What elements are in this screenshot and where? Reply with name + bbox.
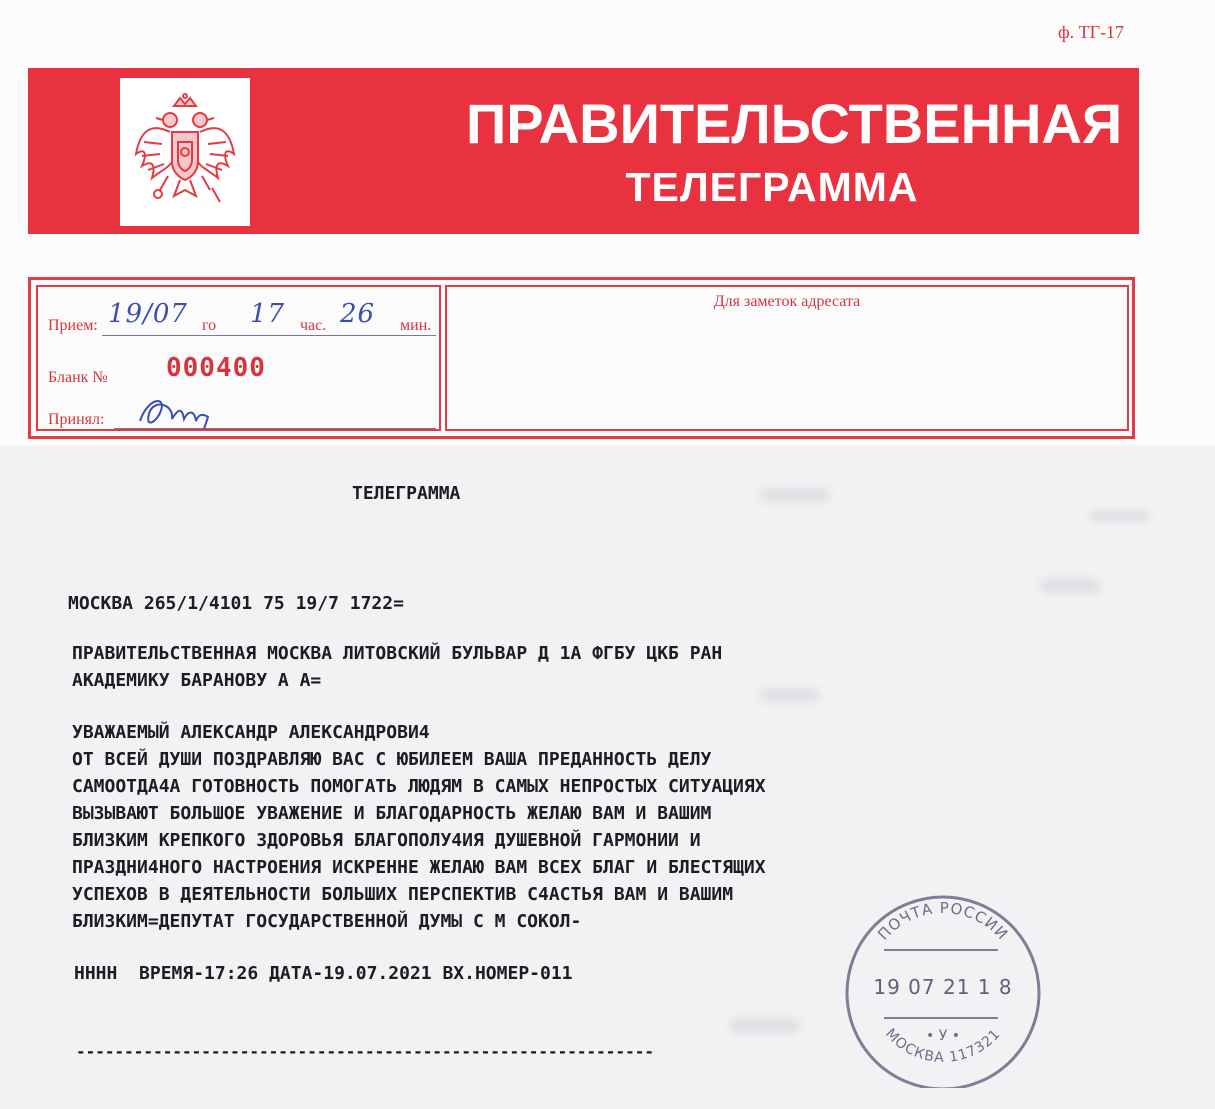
postmark-bottom-text: МОСКВА 117321 bbox=[881, 1025, 1005, 1067]
body-line: БЛИЗКИМ=ДЕПУТАТ ГОСУДАРСТВЕННОЙ ДУМЫ С М СОКОЛ- bbox=[72, 911, 582, 932]
address-line: АКАДЕМИКУ БАРАНОВУ А А= bbox=[72, 670, 322, 691]
body-line: УВАЖАЕМЫЙ АЛЕКСАНДР АЛЕКСАНДРОВИ4 bbox=[72, 722, 430, 743]
svg-text:ПОЧТА РОССИИ bbox=[874, 899, 1012, 944]
body-line: САМООТДА4А ГОТОВНОСТЬ ПОМОГАТЬ ЛЮДЯМ В САМЫХ НЕПРОСТЫХ СИТУАЦИЯХ bbox=[72, 776, 766, 797]
government-telegram-banner bbox=[28, 68, 1139, 234]
hour-label: час. bbox=[300, 317, 327, 334]
address-line: ПРАВИТЕЛЬСТВЕННАЯ МОСКВА ЛИТОВСКИЙ БУЛЬВАР Д 1А ФГБУ ЦКБ РАН bbox=[72, 643, 723, 664]
received-underline bbox=[102, 335, 436, 336]
go-label: го bbox=[202, 317, 217, 334]
service-line: МОСКВА 265/1/4101 75 19/7 1722= bbox=[68, 593, 404, 614]
form-code: ф. ТГ-17 bbox=[1058, 22, 1125, 42]
banner-title: ПРАВИТЕЛЬСТВЕННАЯ bbox=[466, 92, 1123, 155]
paper-smudge bbox=[760, 488, 830, 502]
addressee-notes-box bbox=[445, 285, 1129, 431]
blank-number: 000400 bbox=[166, 353, 266, 383]
body-line: ОТ ВСЕЙ ДУШИ ПОЗДРАВЛЯЮ ВАС С ЮБИЛЕЕМ ВАША ПРЕДАННОСТЬ ДЕЛУ bbox=[72, 749, 712, 770]
postmark-stamp bbox=[838, 888, 1048, 1088]
reception-info-box bbox=[36, 285, 441, 431]
body-line: УСПЕХОВ В ДЕЯТЕЛЬНОСТИ БОЛЬШИХ ПЕРСПЕКТИВ С4АСТЬЯ ВАМ И ВАШИМ bbox=[72, 884, 734, 905]
russian-coat-of-arms-icon bbox=[130, 92, 240, 212]
notes-label: Для заметок адресата bbox=[713, 293, 861, 310]
handwritten-signature bbox=[134, 391, 224, 431]
body-line: ВЫЗЫВАЮТ БОЛЬШОЕ УВАЖЕНИЕ И БЛАГОДАРНОСТЬ ЖЕЛАЮ ВАМ И ВАШИМ bbox=[72, 803, 712, 824]
accepted-label: Принял: bbox=[48, 411, 105, 428]
postmark-letter: • У • bbox=[926, 1028, 960, 1044]
received-minute: 26 bbox=[340, 299, 376, 329]
rule-line: ------------------------------------------------------------ bbox=[76, 1042, 654, 1061]
emblem-frame bbox=[120, 78, 250, 226]
blank-label: Бланк № bbox=[48, 369, 108, 386]
body-line: ПРАЗДНИ4НОГО НАСТРОЕНИЯ ИСКРЕННЕ ЖЕЛАЮ ВАМ ВСЕХ БЛАГ И БЛЕСТЯЩИХ bbox=[72, 857, 766, 878]
telegram-heading: ТЕЛЕГРАММА bbox=[352, 483, 461, 504]
received-date: 19/07 bbox=[108, 299, 188, 329]
banner-subtitle: ТЕЛЕГРАММА bbox=[625, 164, 919, 210]
paper-smudge bbox=[1090, 510, 1150, 522]
postmark-top-text: ПОЧТА РОССИИ bbox=[874, 898, 1012, 944]
registration-block bbox=[28, 277, 1135, 439]
received-label: Прием: bbox=[48, 317, 98, 334]
footer-line: НННН ВРЕМЯ-17:26 ДАТА-19.07.2021 ВХ.НОМЕР-011 bbox=[74, 963, 573, 984]
received-hour: 17 bbox=[250, 299, 286, 329]
postmark-icon bbox=[838, 888, 1048, 1088]
paper-smudge bbox=[1040, 578, 1100, 594]
paper-smudge bbox=[760, 688, 820, 702]
body-line: БЛИЗКИМ КРЕПКОГО ЗДОРОВЬЯ БЛАГОПОЛУ4ИЯ ДУШЕВНОЙ ГАРМОНИИ И bbox=[72, 830, 701, 851]
minute-label: мин. bbox=[400, 317, 432, 334]
paper-smudge bbox=[730, 1018, 800, 1034]
postmark-date: 19 07 21 1 8 bbox=[873, 975, 1013, 999]
